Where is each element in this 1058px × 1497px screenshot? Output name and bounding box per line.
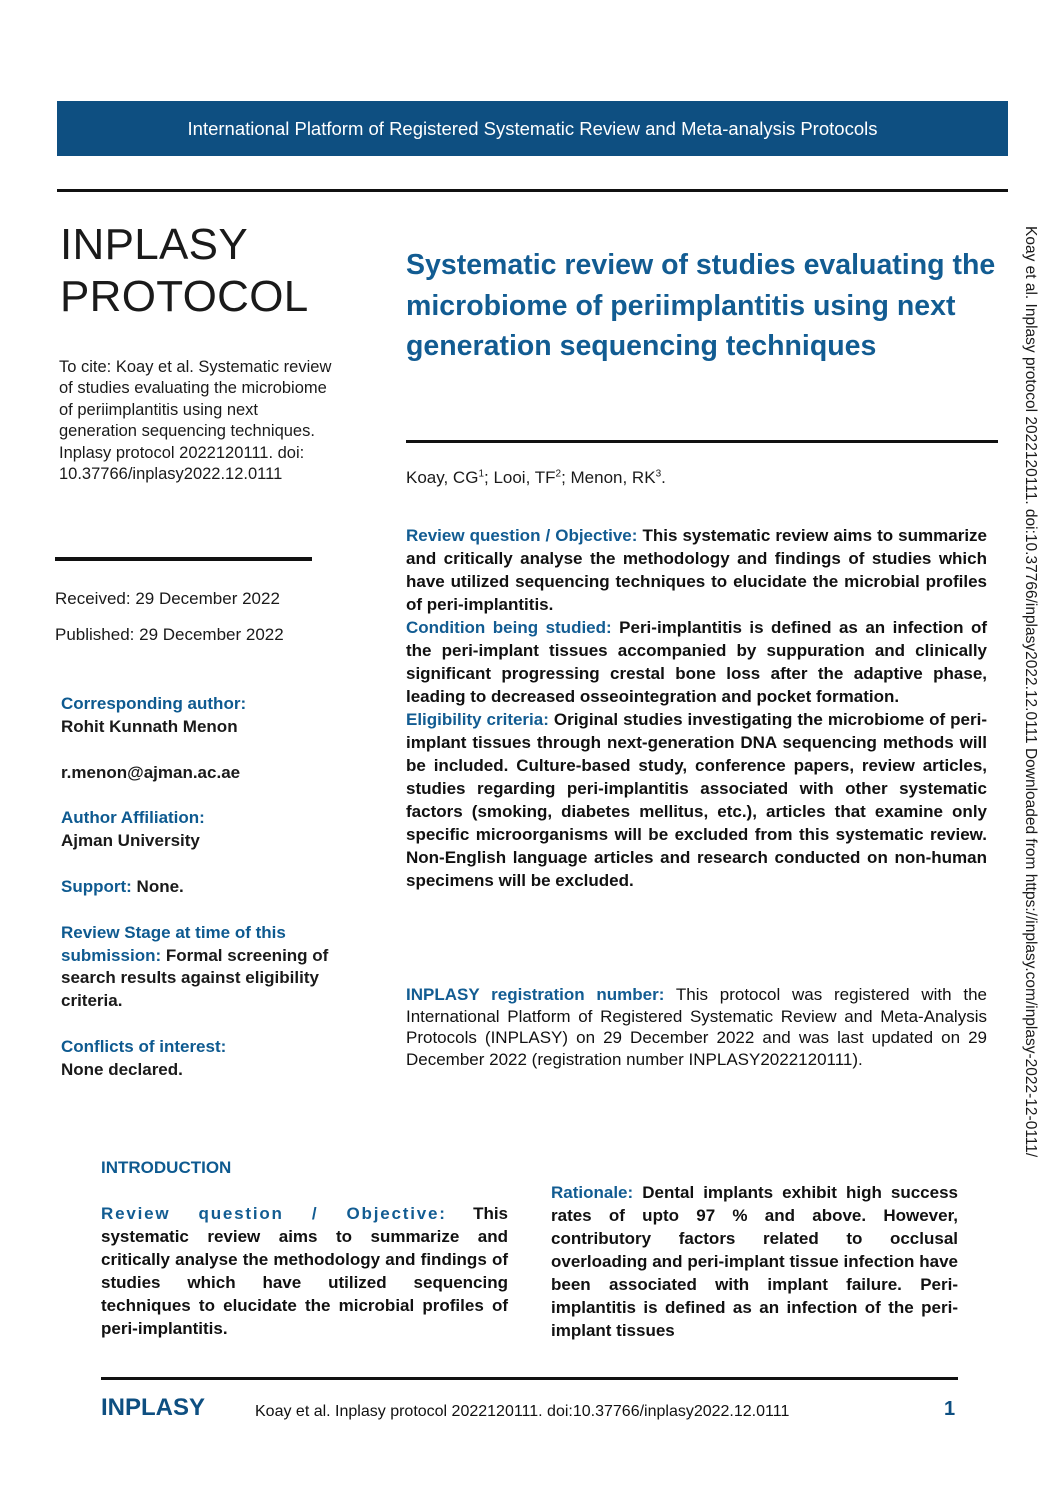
author-3: ; Menon, RK	[561, 468, 656, 487]
article-title: Systematic review of studies evaluating the microbiome of periimplantitis using next generation sequencing techniques	[406, 249, 996, 362]
eligibility-text: Original studies investigating the microbiome of peri-implant tissues through next-generation DNA sequencing methods will be included. Culture-based study, conference papers, review articles, studies regarding peri-implantitis associated with other systematic factors (smoking, diabetes mellitus, etc.), articles that examine only specific microorganisms will be excluded from this systematic review. Non-English language articles and research conducted on non-human specimens will be excluded.	[406, 710, 987, 890]
affiliation-label: Author Affiliation:	[61, 808, 205, 828]
registration-paragraph	[406, 984, 987, 1070]
conflicts-label: Conflicts of interest:	[61, 1036, 227, 1056]
received-date: Received: 29 December 2022	[55, 589, 280, 608]
author-2: ; Looi, TF	[484, 468, 556, 487]
affiliation-block	[61, 807, 351, 853]
support-value: None.	[131, 876, 184, 896]
conflicts-value: None declared.	[61, 1059, 183, 1079]
footer-brand: INPLASY	[101, 1394, 206, 1421]
eligibility-paragraph	[406, 708, 987, 892]
intro-rationale	[551, 1181, 958, 1342]
top-divider	[57, 189, 1008, 192]
published-date: Published: 29 December 2022	[55, 625, 284, 644]
protocol-title	[60, 219, 345, 323]
author-meta	[61, 693, 351, 1105]
rationale-label: Rationale:	[551, 1183, 634, 1202]
author-1-affil: 1	[478, 468, 484, 480]
corresponding-author-name: Rohit Kunnath Menon	[61, 716, 238, 736]
citation-text: To cite: Koay et al. Systematic review of studies evaluating the microbiome of periimplantitis using next generation sequencing techniques. Inplasy protocol 2022120111. doi: 10.37766/inplasy2022.12.0111	[59, 358, 332, 484]
corresponding-author-label: Corresponding author:	[61, 694, 247, 713]
author-list	[406, 468, 666, 488]
page-number: 1	[944, 1398, 956, 1420]
author-1: Koay, CG	[406, 468, 479, 487]
left-column	[55, 219, 345, 644]
objective-text: This systematic review aims to summarize and critically analyse the methodology and findings of studies which have utilized sequencing techniques to elucidate the microbial profiles of peri-implantitis.	[406, 526, 987, 614]
side-download-note: Koay et al. Inplasy protocol 2022120111. doi:10.37766/inplasy2022.12.0111 Downloaded from https://inplasy.com/inplasy-2022-12-0111/	[1022, 226, 1039, 1158]
conflicts-block	[61, 1036, 351, 1082]
banner-text: International Platform of Registered Systematic Review and Meta-analysis Protocols	[187, 117, 878, 139]
registration-label: INPLASY registration number:	[406, 985, 665, 1004]
footer-divider	[101, 1377, 958, 1380]
email-block	[61, 762, 351, 785]
support-label: Support:	[61, 876, 132, 896]
intro-objective-text: This systematic review aims to summarize and critically analyse the methodology and findings of studies which have utilized sequencing techniques to elucidate the microbial profiles of peri-implantitis.	[101, 1204, 509, 1338]
introduction-heading: INTRODUCTION	[101, 1158, 232, 1177]
author-3-affil: 3	[655, 468, 662, 480]
author-email[interactable]: r.menon@ajman.ac.ae	[61, 762, 241, 782]
dates-block	[55, 589, 284, 661]
protocol-title-line2: PROTOCOL	[60, 272, 309, 321]
protocol-title-line1: INPLASY	[60, 220, 248, 269]
intro-objective	[101, 1202, 508, 1340]
review-stage-block	[61, 922, 351, 1013]
affiliation-value: Ajman University	[61, 831, 200, 851]
registration-text: This protocol was registered with the International Platform of Registered Systematic Review and Meta-Analysis Protocols (INPLASY) on 29 December 2022 and was last updated on 29 December 2022 (registration number INPLASY2022120111).	[406, 985, 987, 1069]
condition-text: Peri-implantitis is defined as an infection of the peri-implant tissues accompanied by suppuration and clinically significant progressing crestal bone loss after the adaptive phase, leading to decreased osseointegration and pocket formation.	[406, 618, 987, 706]
author-list-end: .	[661, 468, 666, 487]
header-banner	[57, 101, 1008, 156]
rationale-text: Dental implants exhibit high success rates of upto 97 % and above. However, contributory factors related to occlusal overloading and peri-implant tissue infection have been associated with implant failure. Peri-implantitis is defined as an infection of the peri-implant tissues	[551, 1183, 958, 1340]
author-2-affil: 2	[555, 468, 562, 480]
condition-paragraph	[406, 616, 987, 708]
support-block	[61, 876, 351, 899]
review-stage-label: Review Stage at time of this submission:	[61, 922, 286, 965]
abstract	[406, 524, 987, 892]
corresponding-author-block	[61, 693, 351, 739]
left-divider	[55, 557, 312, 561]
footer-citation: Koay et al. Inplasy protocol 2022120111. doi:10.37766/inplasy2022.12.0111	[255, 1403, 790, 1420]
eligibility-label: Eligibility criteria:	[406, 710, 549, 729]
intro-objective-label: Review question / Objective:	[101, 1204, 447, 1223]
condition-label: Condition being studied:	[406, 618, 612, 637]
objective-label: Review question / Objective:	[406, 526, 638, 545]
title-divider	[406, 440, 998, 443]
objective-paragraph	[406, 524, 987, 616]
review-stage-value: Formal screening of search results against eligibility criteria.	[61, 945, 329, 1011]
